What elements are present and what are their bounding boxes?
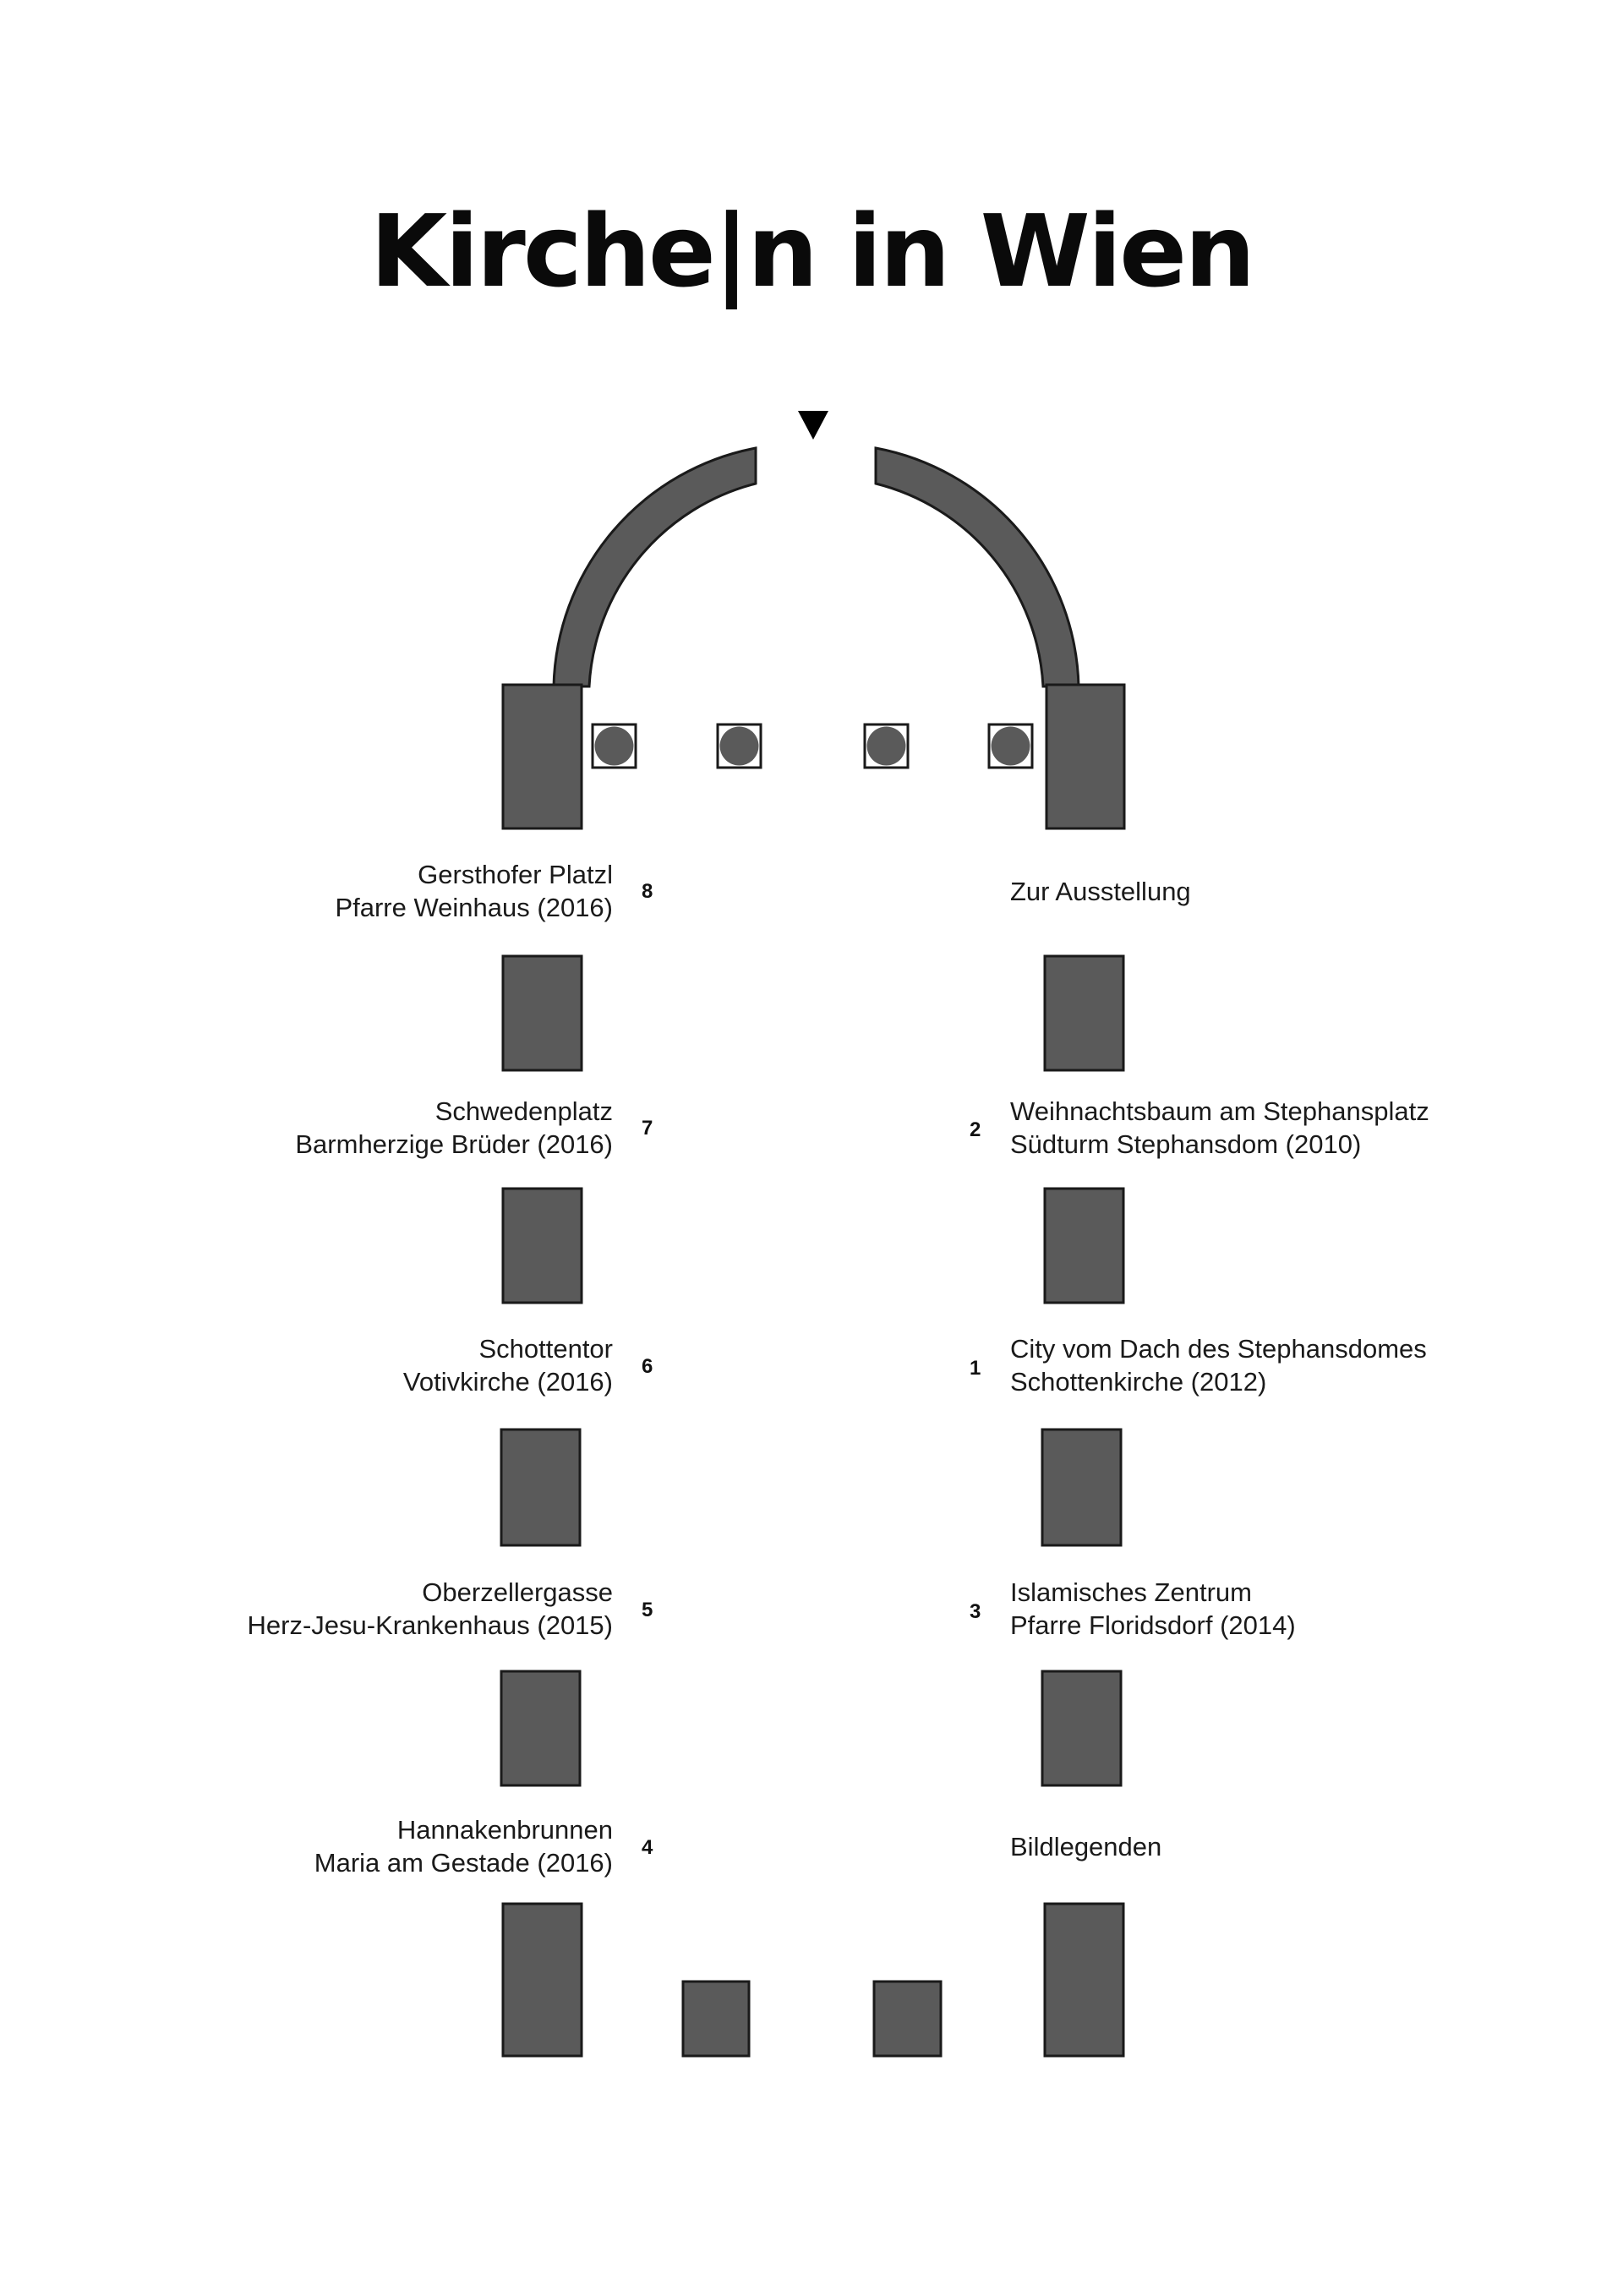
wall-block-top-right <box>1046 685 1124 828</box>
wall-block-left <box>501 1430 580 1545</box>
entrance-pillar <box>874 1982 941 2056</box>
wall-block-right <box>1045 1189 1123 1303</box>
column <box>865 724 908 768</box>
station-label-3[interactable]: Islamisches Zentrum Pfarre Floridsdorf (2014) <box>1010 1577 1296 1640</box>
exhibition-link[interactable]: Zur Ausstellung <box>1010 877 1191 906</box>
station-number-5: 5 <box>642 1599 653 1621</box>
station-number-2: 2 <box>970 1118 981 1141</box>
column <box>593 724 636 768</box>
legends-link[interactable]: Bildlegenden <box>1010 1832 1162 1861</box>
wall-block-right <box>1042 1430 1121 1545</box>
station-label-8[interactable]: Gersthofer Platzl Pfarre Weinhaus (2016) <box>335 860 613 922</box>
wall-block-left <box>503 1189 582 1303</box>
station-number-7: 7 <box>642 1117 653 1140</box>
station-label-7[interactable]: Schwedenplatz Barmherzige Brüder (2016) <box>295 1096 613 1159</box>
station-label-6[interactable]: Schottentor Votivkirche (2016) <box>402 1334 613 1397</box>
wall-block-left <box>503 1904 582 2056</box>
apse-wall-left <box>554 448 756 686</box>
station-number-1: 1 <box>970 1357 981 1380</box>
down-triangle-icon[interactable] <box>798 411 828 440</box>
wall-block-top-left <box>503 685 582 828</box>
page-title: Kirche|n in Wien <box>369 193 1254 309</box>
column <box>718 724 761 768</box>
apse-wall-right <box>876 448 1079 686</box>
station-number-3: 3 <box>970 1600 981 1623</box>
station-number-6: 6 <box>642 1355 653 1378</box>
column <box>989 724 1032 768</box>
station-number-8: 8 <box>642 880 653 903</box>
entrance-pillar <box>683 1982 749 2056</box>
wall-block-right <box>1045 1904 1123 2056</box>
wall-block-right <box>1042 1671 1121 1785</box>
wall-block-left <box>501 1671 580 1785</box>
station-label-5[interactable]: Oberzellergasse Herz-Jesu-Krankenhaus (2015) <box>247 1577 613 1640</box>
station-label-4[interactable]: Hannakenbrunnen Maria am Gestade (2016) <box>314 1815 613 1878</box>
station-label-1[interactable]: City vom Dach des Stephansdomes Schottenkirche (2012) <box>1010 1334 1427 1397</box>
wall-block-left <box>503 956 582 1070</box>
station-label-2[interactable]: Weihnachtsbaum am Stephansplatz Südturm Stephansdom (2010) <box>1010 1096 1429 1159</box>
wall-block-right <box>1045 956 1123 1070</box>
station-number-4: 4 <box>642 1836 653 1859</box>
